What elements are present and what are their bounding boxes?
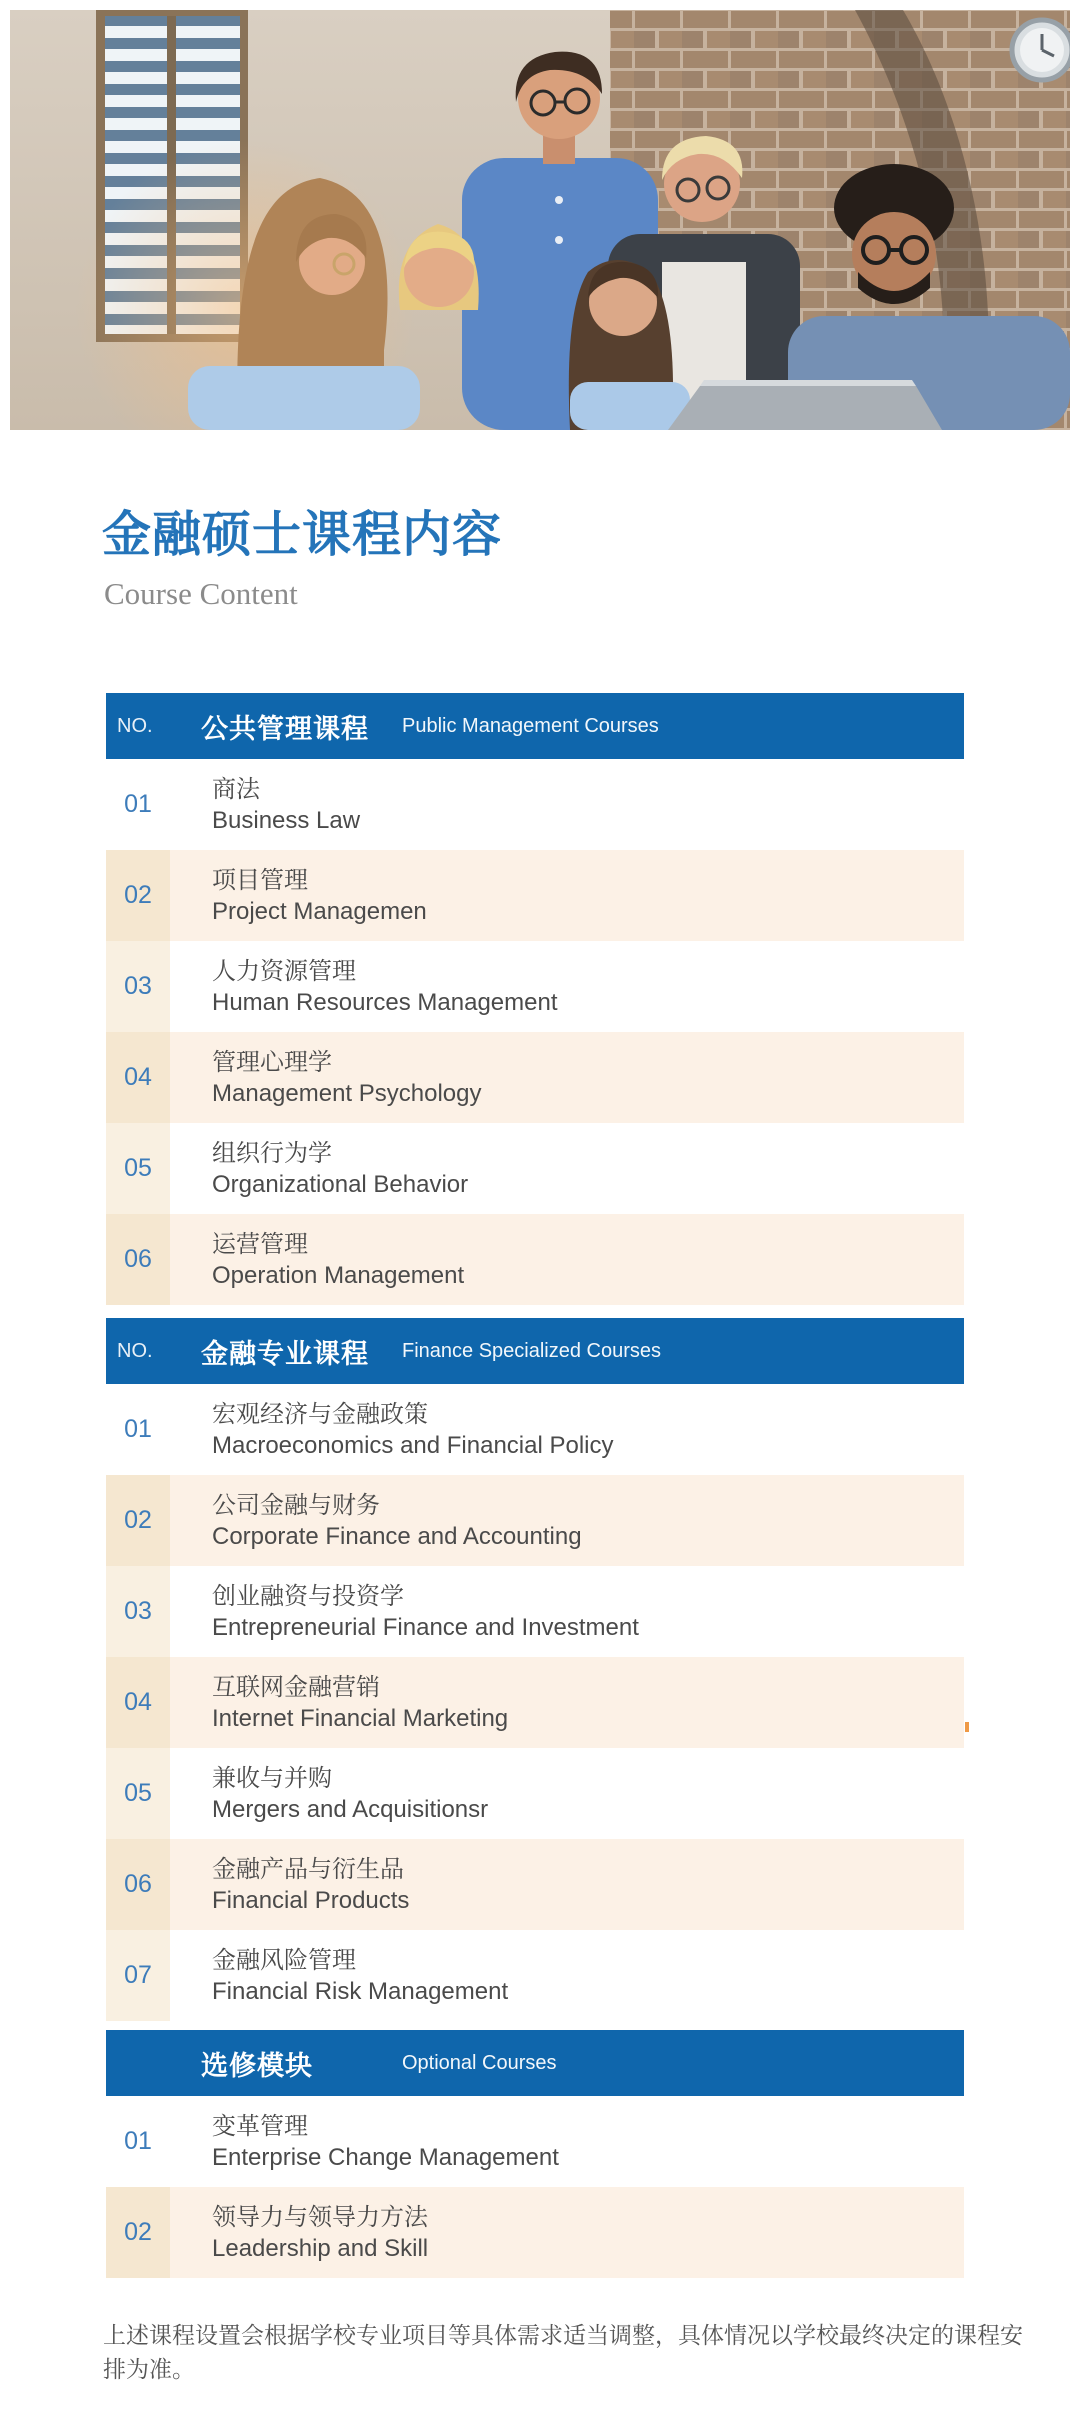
row-number: 04 [106,1657,170,1748]
row-number: 01 [124,790,152,818]
course-name-en: Business Law [212,806,361,834]
course-name-cell [212,941,558,1032]
wall-clock [1012,20,1070,80]
course-name-cell [212,1566,639,1657]
course-name-en: Enterprise Change Management [212,2143,559,2171]
course-name-cell [212,1214,464,1305]
table-row [106,1839,964,1930]
table-header-title-en: Finance Specialized Courses [402,1339,662,1362]
course-name-cn: 变革管理 [212,2112,308,2140]
table-header-no-label: NO. [117,714,153,737]
course-tables [106,693,964,2278]
table-row [106,759,964,850]
table-row [106,1032,964,1123]
table-header-no-label: NO. [117,1339,153,1362]
page-subtitle: Course Content [104,576,298,611]
course-name-cn: 兼收与并购 [212,1764,332,1792]
course-name-en: Human Resources Management [212,988,558,1016]
course-name-cn: 公司金融与财务 [212,1491,380,1519]
course-name-cn: 金融产品与衍生品 [212,1855,404,1883]
table-header-title-en: Optional Courses [402,2051,557,2074]
course-name-cell [212,2096,559,2187]
table-row [106,2187,964,2278]
table-row [106,1475,964,1566]
course-table [106,1318,964,2021]
table-row [106,1930,964,2021]
course-name-en: Entrepreneurial Finance and Investment [212,1613,639,1641]
course-name-cn: 宏观经济与金融政策 [212,1400,428,1428]
row-number: 06 [106,1214,170,1305]
course-name-en: Operation Management [212,1261,465,1289]
course-name-en: Mergers and Acquisitionsr [212,1795,489,1823]
row-number: 05 [106,1748,170,1839]
table-row [106,850,964,941]
course-name-en: Financial Risk Management [212,1977,509,2005]
course-name-cn: 运营管理 [212,1230,308,1258]
page-title: 金融硕士课程内容 [102,508,503,562]
row-number: 02 [106,1475,170,1566]
course-name-cn: 互联网金融营销 [212,1673,380,1701]
course-name-cn: 项目管理 [212,866,308,894]
course-name-cn: 组织行为学 [212,1139,332,1167]
table-header-title-cn: 金融专业课程 [201,1338,369,1369]
row-number: 01 [124,2127,152,2155]
course-name-cell [212,1475,582,1566]
table-header [106,1318,964,1384]
course-name-en: Corporate Finance and Accounting [212,1522,582,1550]
row-number: 02 [106,850,170,941]
course-name-cn: 领导力与领导力方法 [212,2203,428,2231]
course-name-en: Macroeconomics and Financial Policy [212,1431,614,1459]
course-name-cn: 金融风险管理 [212,1946,356,1974]
table-header-title-en: Public Management Courses [402,714,659,737]
course-name-en: Project Managemen [212,897,427,925]
table-header-title-cn: 选修模块 [201,2050,313,2081]
course-name-cell [212,1657,508,1748]
table-row [106,1748,964,1839]
course-name-cn: 商法 [212,775,260,803]
footer-note: 上述课程设置会根据学校专业项目等具体需求适当调整，具体情况以学校最终决定的课程安排为准。 [103,2322,1023,2382]
row-number: 01 [124,1415,152,1443]
course-name-cell [212,1123,468,1214]
course-table [106,693,964,1305]
course-name-cn: 管理心理学 [212,1048,332,1076]
table-body [106,2096,964,2278]
row-number: 06 [106,1839,170,1930]
course-name-en: Financial Products [212,1886,410,1914]
course-name-en: Leadership and Skill [212,2234,429,2262]
course-name-en: Management Psychology [212,1079,482,1107]
course-name-cell [212,1032,481,1123]
table-row [106,1384,964,1475]
row-number: 04 [106,1032,170,1123]
row-number: 02 [106,2187,170,2278]
row-number: 07 [106,1930,170,2021]
team-collaboration-illustration [10,10,1070,430]
course-name-cell [212,1748,488,1839]
table-header [106,2030,964,2096]
table-header [106,693,964,759]
table-header-title-cn: 公共管理课程 [201,713,369,744]
row-number: 03 [106,1566,170,1657]
course-name-cell [212,1384,614,1475]
course-name-cell [212,1839,409,1930]
table-body [106,1384,964,2021]
course-name-cell [212,1930,508,2021]
table-row [106,941,964,1032]
table-row [106,1657,964,1748]
row-number: 03 [106,941,170,1032]
course-table [106,2030,964,2278]
table-row [106,2096,964,2187]
course-name-cell [212,850,427,941]
hero-photo [10,10,1070,430]
course-name-cell [212,759,360,850]
course-name-cell [212,2187,428,2278]
table-row [106,1214,964,1305]
table-body [106,759,964,1305]
course-name-en: Organizational Behavior [212,1170,469,1198]
table-row [106,1123,964,1214]
course-name-cn: 人力资源管理 [212,957,356,985]
orange-tick-decoration [965,1722,969,1732]
table-row [106,1566,964,1657]
course-name-en: Internet Financial Marketing [212,1704,509,1732]
course-name-cn: 创业融资与投资学 [212,1582,404,1610]
laptop [668,380,942,430]
row-number: 05 [106,1123,170,1214]
